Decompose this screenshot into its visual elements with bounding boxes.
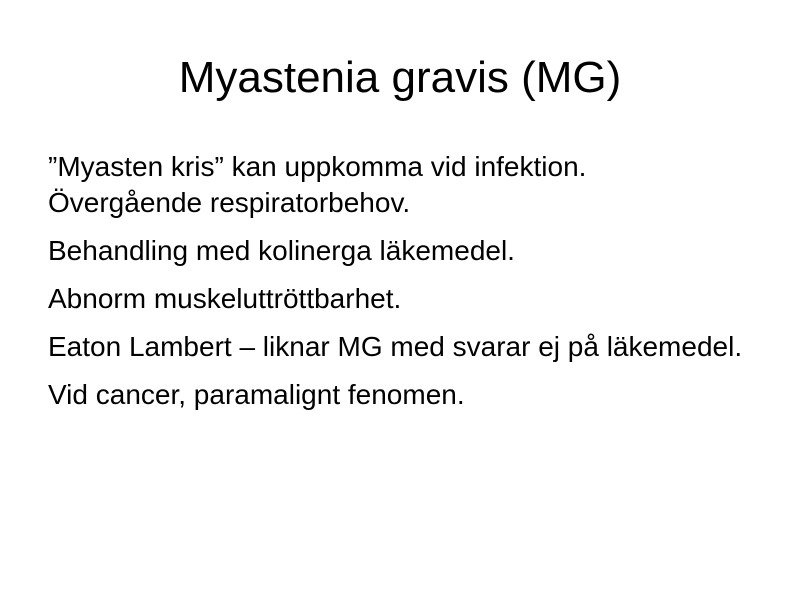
- bullet-list: [48, 149, 748, 425]
- bullet-item: Behandling med kolinerga läkemedel.: [48, 235, 515, 266]
- bullet-item: Vid cancer, paramalignt fenomen.: [48, 379, 465, 410]
- bullet-item: Abnorm muskeluttröttbarhet.: [48, 283, 402, 314]
- bullet-item: Eaton Lambert – liknar MG med svarar ej på läkemedel.: [48, 331, 743, 362]
- slide-title: Myastenia gravis (MG): [178, 53, 622, 102]
- bullet-item: ”Myasten kris” kan uppkomma vid infektion. Övergående respiratorbehov.: [48, 151, 587, 218]
